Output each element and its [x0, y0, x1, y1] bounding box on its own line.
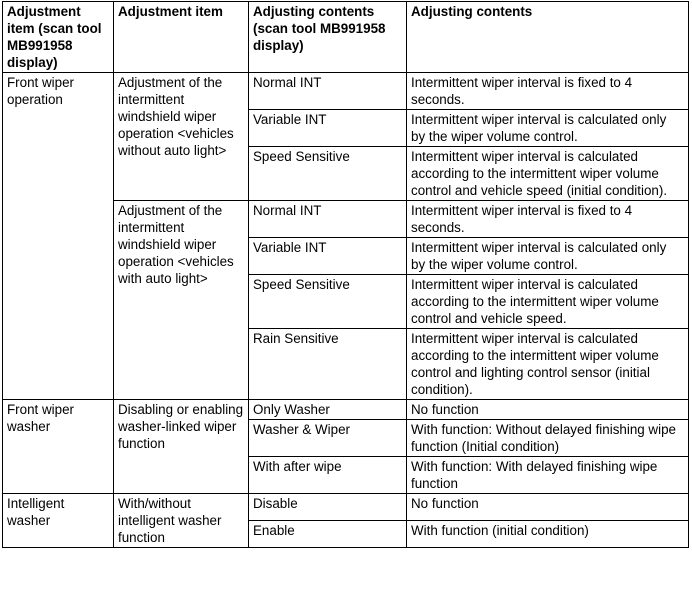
header-row	[3, 2, 689, 73]
row-contents: With function (initial condition)	[407, 521, 689, 548]
header-adjusting-contents-display: Adjusting contents (scan tool MB991958 display)	[249, 2, 407, 73]
row-contents: Intermittent wiper interval is calculated according to the intermittent wiper volume control and vehicle speed (initial condition).	[407, 147, 689, 201]
adjustment-table	[2, 1, 689, 548]
row-contents: Intermittent wiper interval is fixed to 4 seconds.	[407, 201, 689, 238]
table-row	[3, 494, 689, 521]
row-display: Normal INT	[249, 73, 407, 110]
row-contents: Intermittent wiper interval is fixed to 4 seconds.	[407, 73, 689, 110]
table-row	[3, 73, 689, 110]
row-display: With after wipe	[249, 457, 407, 494]
group-item-display: Intelligent washer	[3, 494, 114, 548]
row-display: Normal INT	[249, 201, 407, 238]
row-display: Speed Sensitive	[249, 275, 407, 329]
row-contents: No function	[407, 400, 689, 420]
row-display: Rain Sensitive	[249, 329, 407, 400]
subgroup-item: Disabling or enabling washer-linked wiper function	[114, 400, 249, 494]
header-adjusting-contents: Adjusting contents	[407, 2, 689, 73]
row-display: Speed Sensitive	[249, 147, 407, 201]
subgroup-item: With/without intelligent washer function	[114, 494, 249, 548]
row-display: Disable	[249, 494, 407, 521]
row-contents: With function: With delayed finishing wipe function	[407, 457, 689, 494]
group-item-display: Front wiper operation	[3, 73, 114, 400]
row-display: Washer & Wiper	[249, 420, 407, 457]
group-item-display: Front wiper washer	[3, 400, 114, 494]
row-contents: Intermittent wiper interval is calculated only by the wiper volume control.	[407, 238, 689, 275]
row-display: Only Washer	[249, 400, 407, 420]
row-contents: Intermittent wiper interval is calculated according to the intermittent wiper volume control and vehicle speed.	[407, 275, 689, 329]
subgroup-item: Adjustment of the intermittent windshield wiper operation <vehicles with auto light>	[114, 201, 249, 400]
header-adjustment-item-display: Adjustment item (scan tool MB991958 display)	[3, 2, 114, 73]
subgroup-item: Adjustment of the intermittent windshield wiper operation <vehicles without auto light>	[114, 73, 249, 201]
table-row	[3, 400, 689, 420]
row-contents: No function	[407, 494, 689, 521]
row-display: Variable INT	[249, 238, 407, 275]
row-contents: Intermittent wiper interval is calculated only by the wiper volume control.	[407, 110, 689, 147]
adjustment-table-container	[2, 1, 689, 548]
row-contents: With function: Without delayed finishing wipe function (Initial condition)	[407, 420, 689, 457]
row-display: Enable	[249, 521, 407, 548]
row-display: Variable INT	[249, 110, 407, 147]
row-contents: Intermittent wiper interval is calculated according to the intermittent wiper volume control and lighting control sensor (initial condition).	[407, 329, 689, 400]
header-adjustment-item: Adjustment item	[114, 2, 249, 73]
